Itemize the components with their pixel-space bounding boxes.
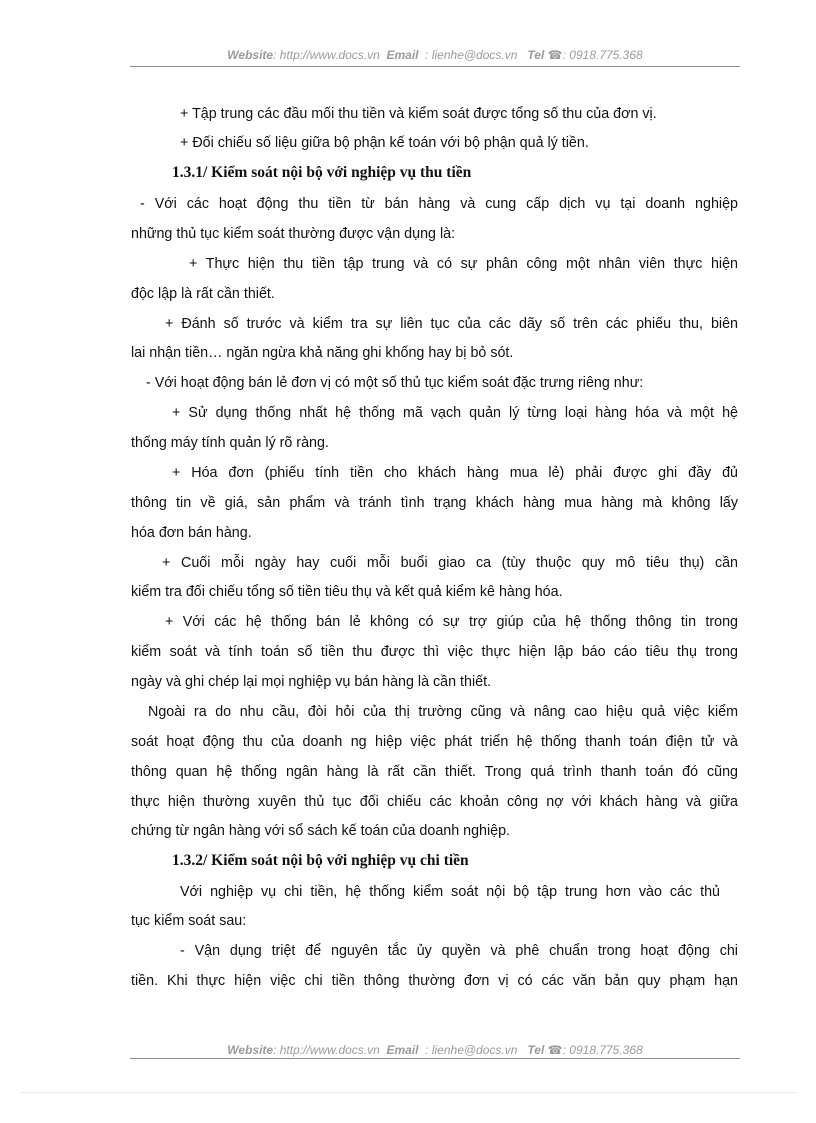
header-rule <box>130 66 740 67</box>
text-line: + Hóa đơn (phiếu tính tiền cho khách hàng mua lẻ) phải được ghi đầy đủ <box>172 465 738 481</box>
header-website-url[interactable]: : http://www.docs.vn <box>273 48 380 62</box>
footer-email-value[interactable]: : lienhe@docs.vn <box>425 1043 518 1057</box>
text-line: kiểm tra đối chiếu tổng số tiền tiêu thụ và kết quả kiểm kê hàng hóa. <box>131 584 563 600</box>
footer-rule <box>130 1058 740 1059</box>
text-line: + Sử dụng thống nhất hệ thống mã vạch quản lý từng loại hàng hóa và một hệ <box>172 405 738 421</box>
text-line: - Vận dụng triệt để nguyên tắc ủy quyền và phê chuẩn trong hoạt động chi <box>180 943 738 959</box>
text-line: tiền. Khi thực hiện việc chi tiền thông thường đơn vị có các văn bản quy phạm hạn <box>131 973 738 989</box>
header-website-label: Website <box>227 48 274 62</box>
text-line: kiểm soát và tính toán số tiền thu được thì việc thực hiện lập báo cáo tiêu thụ trong <box>131 644 738 660</box>
header-tel-label: Tel <box>527 48 545 62</box>
text-line: + Đánh số trước và kiểm tra sự liên tục của các dãy số trên các phiếu thu, biên <box>165 316 738 332</box>
footer-website-label: Website <box>227 1043 274 1057</box>
phone-icon: ☎ <box>547 1043 563 1057</box>
text-line: + Với các hệ thống bán lẻ không có sự trợ giúp của hệ thống thông tin trong <box>165 614 738 630</box>
text-line: + Cuối mỗi ngày hay cuối mỗi buổi giao ca (tùy thuộc quy mô tiêu thụ) cần <box>162 555 738 571</box>
header-email-value[interactable]: : lienhe@docs.vn <box>425 48 518 62</box>
text-line: + Đối chiếu số liệu giữa bộ phận kế toán với bộ phận quả lý tiền. <box>180 135 589 151</box>
text-line: độc lập là rất cần thiết. <box>131 286 275 302</box>
text-line: ngày và ghi chép lại mọi nghiệp vụ bán hàng là cần thiết. <box>131 674 492 690</box>
footer-website-url[interactable]: : http://www.docs.vn <box>273 1043 380 1057</box>
text-line: thông quan hệ thống ngân hàng là rất cần thiết. Trong quá trình thanh toán đó cũng <box>131 764 738 780</box>
text-line: soát hoạt động thu của doanh ng hiệp việc phát triển hệ thống thanh toán điện tử và <box>131 734 738 750</box>
header-email-label: Email <box>386 48 419 62</box>
text-line: chứng từ ngân hàng với sổ sách kế toán của doanh nghiệp. <box>131 823 511 839</box>
text-line: - Với hoạt động bán lẻ đơn vị có một số thủ tục kiểm soát đặc trưng riêng như: <box>146 375 644 391</box>
section-heading-1-3-2: 1.3.2/ Kiểm soát nội bộ với nghiệp vụ chi tiền <box>172 852 469 869</box>
page-break-line <box>20 1092 796 1093</box>
text-line: Với nghiệp vụ chi tiền, hệ thống kiểm soát nội bộ tập trung hơn vào các thủ <box>180 884 720 900</box>
text-line: + Thực hiện thu tiền tập trung và có sự phân công một nhân viên thực hiện <box>189 256 738 272</box>
text-line: Ngoài ra do nhu cầu, đòi hỏi của thị trường cũng và nâng cao hiệu quả việc kiểm <box>148 704 738 720</box>
footer-tel-value: : 0918.775.368 <box>562 1043 643 1057</box>
text-line: thống máy tính quản lý rõ ràng. <box>131 435 329 451</box>
page-header <box>130 48 740 62</box>
phone-icon: ☎ <box>547 48 563 62</box>
text-line: hóa đơn bán hàng. <box>131 525 252 541</box>
page-footer <box>130 1043 740 1057</box>
text-line: thực hiện thường xuyên thủ tục đối chiếu các khoản công nợ với khách hàng và giữa <box>131 794 738 810</box>
footer-email-label: Email <box>386 1043 419 1057</box>
text-line: lai nhận tiền… ngăn ngừa khả năng ghi khống hay bị bỏ sót. <box>131 345 514 361</box>
text-line: những thủ tục kiểm soát thường được vận dụng là: <box>131 226 456 242</box>
text-line: - Với các hoạt động thu tiền từ bán hàng và cung cấp dịch vụ tại doanh nghiệp <box>140 196 738 212</box>
section-heading-1-3-1: 1.3.1/ Kiểm soát nội bộ với nghiệp vụ thu tiền <box>172 164 472 181</box>
text-line: thông tin về giá, sản phẩm và tránh tình trạng khách hàng mua hàng mà không lấy <box>131 495 738 511</box>
text-line: tục kiểm soát sau: <box>131 913 247 929</box>
header-tel-value: : 0918.775.368 <box>562 48 643 62</box>
text-line: + Tập trung các đầu mối thu tiền và kiểm soát được tổng số thu của đơn vị. <box>180 106 657 122</box>
footer-tel-label: Tel <box>527 1043 545 1057</box>
